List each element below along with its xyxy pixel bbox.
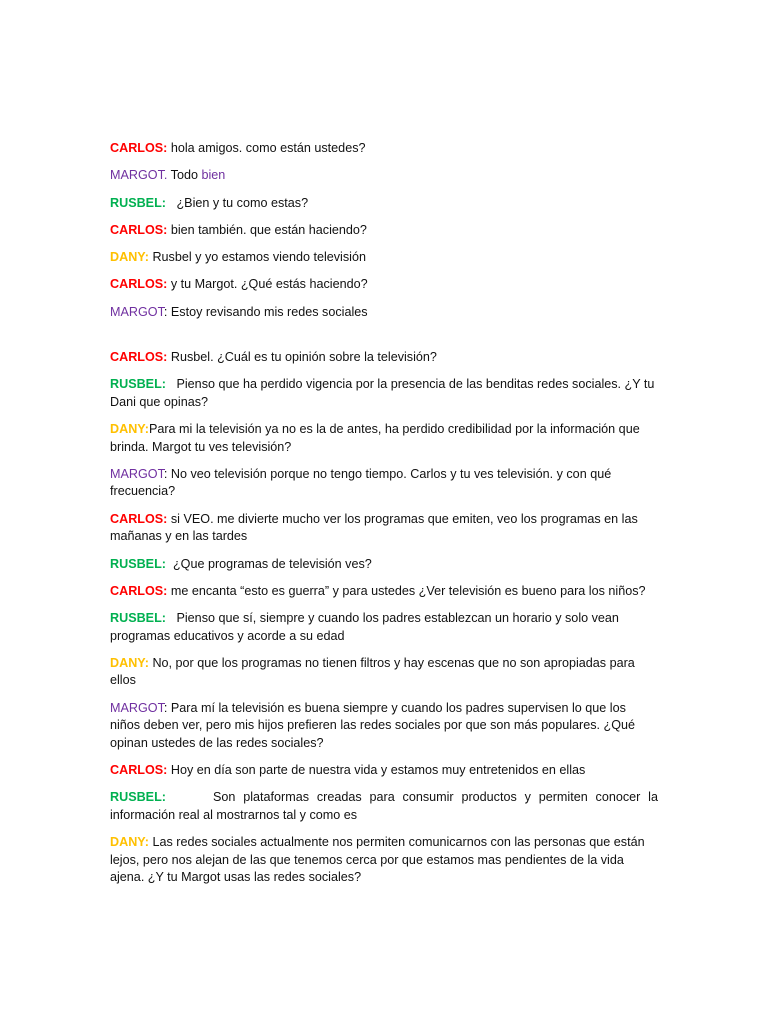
speaker-label: DANY: [110, 250, 149, 265]
dialogue-line [110, 655, 658, 690]
dialogue-text: : Estoy revisando mis redes sociales [163, 304, 368, 319]
speaker-separator [166, 790, 213, 804]
speaker-separator [166, 611, 177, 625]
dialogue-line [110, 140, 658, 158]
dialogue-text: Pienso que sí, siempre y cuando los padres establezcan un horario y solo vean programas educativos y acorde a su edad [110, 611, 623, 643]
dialogue-line [110, 276, 658, 294]
highlighted-word: bien [201, 168, 226, 183]
dialogue-text: ¿Que programas de televisión ves? [172, 556, 372, 571]
speaker-label: RUSBEL: [110, 195, 166, 210]
dialogue-line [110, 511, 658, 546]
speaker-label: DANY: [110, 655, 149, 670]
dialogue-line [110, 304, 658, 322]
dialogue-line [110, 762, 658, 780]
dialogue-text: Son plataformas creadas para consumir productos y permiten conocer la información real al mostrarnos tal y como es [110, 790, 662, 822]
speaker-label: CARLOS: [110, 277, 168, 292]
dialogue-text: hola amigos. como están ustedes? [170, 141, 366, 155]
dialogue-line [110, 466, 658, 501]
speaker-label: RUSBEL: [110, 377, 166, 392]
dialogue-line [110, 583, 658, 601]
speaker-label: MARGOT. [110, 168, 168, 183]
dialogue-line [110, 556, 658, 574]
paragraph-gap [110, 331, 658, 349]
dialogue-line [110, 834, 658, 887]
dialogue-list [110, 140, 662, 887]
speaker-label: MARGOT [110, 304, 164, 319]
dialogue-text: Para mi la televisión ya no es la de antes, ha perdido credibilidad por la información que brinda. Margot tu ves televisión? [110, 422, 644, 454]
speaker-label: RUSBEL: [110, 611, 166, 626]
dialogue-text: Rusbel y yo estamos viendo televisión [152, 250, 366, 265]
dialogue-text: Pienso que ha perdido vigencia por la presencia de las benditas redes sociales. ¿Y tu Dani que opinas? [110, 377, 658, 409]
dialogue-line [110, 700, 658, 753]
dialogue-text: : No veo televisión porque no tengo tiempo. Carlos y tu ves televisión. y con qué frecuencia? [110, 466, 615, 499]
dialogue-line [110, 421, 658, 456]
dialogue-text: : Para mí la televisión es buena siempre y cuando los padres supervisen lo que los niños deben ver, pero mis hijos prefieren las redes sociales por que son más populares. ¿Qué opinan ustedes de las redes sociales? [110, 700, 639, 750]
speaker-label: DANY: [110, 422, 149, 437]
dialogue-text: No, por que los programas no tienen filtros y hay escenas que no son apropiadas para ellos [110, 655, 639, 688]
speaker-label: DANY: [110, 835, 149, 850]
dialogue-text: si VEO. me divierte mucho ver los programas que emiten, veo los programas en las mañanas y en las tardes [110, 511, 642, 544]
speaker-label: CARLOS: [110, 583, 168, 598]
speaker-separator [166, 557, 173, 571]
dialogue-text: Rusbel. ¿Cuál es tu opinión sobre la televisión? [170, 350, 437, 365]
speaker-separator [166, 377, 177, 391]
dialogue-line [110, 249, 658, 267]
dialogue-text: ¿Bien y tu como estas? [176, 195, 309, 210]
dialogue-document [110, 140, 662, 896]
speaker-label: CARLOS: [110, 141, 168, 155]
dialogue-text: bien también. que están haciendo? [170, 222, 367, 237]
dialogue-text: y tu Margot. ¿Qué estás haciendo? [170, 277, 368, 292]
dialogue-text: Todo [170, 168, 202, 183]
dialogue-text: Hoy en día son parte de nuestra vida y estamos muy entretenidos en ellas [170, 763, 586, 778]
speaker-label: CARLOS: [110, 222, 168, 237]
dialogue-line [110, 222, 658, 240]
speaker-label: RUSBEL: [110, 790, 166, 805]
speaker-separator [166, 196, 177, 210]
speaker-label: MARGOT [110, 700, 164, 715]
speaker-label: CARLOS: [110, 511, 168, 526]
dialogue-line [110, 349, 658, 367]
dialogue-line [110, 195, 658, 213]
speaker-label: CARLOS: [110, 763, 168, 778]
dialogue-line [110, 789, 662, 824]
dialogue-text: me encanta “esto es guerra” y para ustedes ¿Ver televisión es bueno para los niños? [170, 583, 646, 598]
dialogue-line [110, 610, 658, 645]
dialogue-line [110, 167, 658, 185]
speaker-label: CARLOS: [110, 350, 168, 365]
dialogue-line [110, 376, 658, 411]
speaker-label: MARGOT [110, 466, 164, 481]
speaker-label: RUSBEL: [110, 556, 166, 571]
dialogue-text: Las redes sociales actualmente nos permiten comunicarnos con las personas que están lejos, pero nos alejan de las que tenemos cerca por que estamos mas pendientes de la vida ajena. ¿Y tu Margot usas las redes sociales? [110, 835, 649, 885]
